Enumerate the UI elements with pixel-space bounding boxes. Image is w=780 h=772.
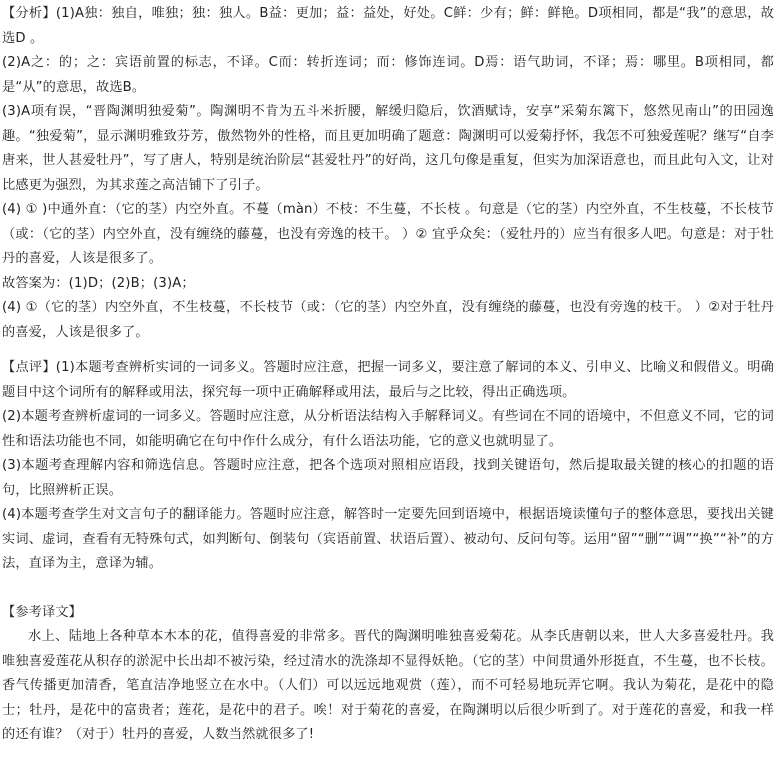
comment-paragraph-1: 【点评】(1)本题考查辨析实词的一词多义。答题时应注意，把握一词多义，要注意了解词的本义、引申义、比喻义和假借义。明确题目中这个词所有的解释或用法，探究每一项中正确解释或用法，最后与之比较，得出正确选项。 [2,360,774,400]
comment-paragraph-3: (3)本题考查理解内容和筛选信息。答题时应注意，把各个选项对照相应语段，找到关键语句，然后提取最关键的核心的扣题的语句，比照辨析正误。 [2,458,774,498]
analysis-paragraph-4: (4) ① )中通外直：（它的茎）内空外直。不蔓（màn）不枝：不生蔓，不长枝 。句意是（它的茎）内空外直，不生枝蔓，不长枝节（或：（它的茎）内空外直，没有缠绕的藤蔓，也没有旁逸的枝干。 ）② 宜乎众矣：（爱牡丹的）应当有很多人吧。句意是：对于牡丹的喜爱，人该是很多了。 [2,202,774,266]
analysis-paragraph-2: (2)A之：的；之：宾语前置的标志，不译。C而：转折连词；而：修饰连词。D焉：语气助词，不译；焉：哪里。B项相同，都是“从”的意思，故选B。 [2,55,774,95]
analysis-paragraph-3: (3)A项有误，“晋陶渊明独爱菊”。陶渊明不肯为五斗米折腰，解缓归隐后，饮酒赋诗，安享“采菊东篱下，悠然见南山”的田园逸趣。“独爱菊”，显示渊明雅致芬芳，傲然物外的性格，而且更加明确了题意：陶渊明可以爱菊抒怀，我怎不可独爱莲呢？继写“自李唐来，世人甚爱牡丹”，写了唐人，特别是统治阶层“甚爱牡丹”的好尚，这几句像是重复，但实为加深语意也，而且此句入文，让对比感更为强烈，为其求莲之高洁铺下了引子。 [2,104,774,193]
analysis-section [2,2,774,345]
answer-explanation-document [2,2,774,748]
reference-translation-section [2,601,774,748]
answer-translation: (4) ①（它的茎）内空外直，不生枝蔓，不长枝节（或：（它的茎）内空外直，没有缠绕的藤蔓，也没有旁逸的枝干。 ）②对于牡丹的喜爱，人该是很多了。 [2,300,774,340]
comment-paragraph-4: (4)本题考查学生对文言句子的翻译能力。答题时应注意，解答时一定要先回到语境中，根据语境读懂句子的整体意思，要找出关键实词、虚词，查看有无特殊句式，如判断句、倒装句（宾语前置、状语后置）、被动句、反问句等。运用“留”“删”“调”“换”“补”的方法，直译为主，意译为辅。 [2,507,774,571]
answer-summary: 故答案为：(1)D；(2)B；(3)A； [2,275,195,291]
reference-body: 水上、陆地上各种草本木本的花，值得喜爱的非常多。晋代的陶渊明唯独喜爱菊花。从李氏唐朝以来，世人大多喜爱牡丹。我唯独喜爱莲花从积存的淤泥中长出却不被污染，经过清水的洗涤却不显得妖艳。（它的茎）中间贯通外形挺直，不生蔓，也不长枝。香气传播更加清香，笔直洁净地竖立在水中。（人们）可以远远地观赏（莲），而不可轻易地玩弄它啊。我认为菊花，是花中的隐士；牡丹，是花中的富贵者；莲花，是花中的君子。唉！对于菊花的喜爱，在陶渊明以后很少听到了。对于莲花的喜爱，和我一样的还有谁？（对于）牡丹的喜爱，人数当然就很多了! [2,629,774,742]
reference-title: 【参考译文】 [2,604,83,620]
comment-section [2,356,774,577]
analysis-paragraph-1: 【分析】(1)A独：独自，唯独；独：独人。B益：更加；益：益处，好处。C鲜：少有；鲜：鲜艳。D项相同，都是“我”的意思，故选D 。 [2,6,774,46]
comment-paragraph-2: (2)本题考查辨析虚词的一词多义。答题时应注意，从分析语法结构入手解释词义。有些词在不同的语境中，不但意义不同，它的词性和语法功能也不同，如能明确它在句中作什么成分，有什么语法功能，它的意义也就明显了。 [2,409,774,449]
